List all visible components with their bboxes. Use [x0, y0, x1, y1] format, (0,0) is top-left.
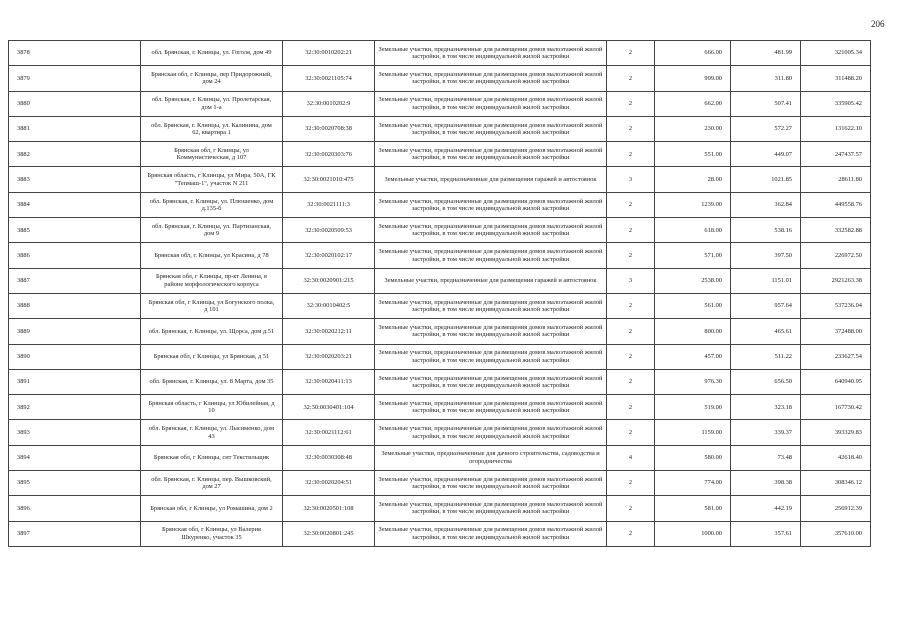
address-cell: Брянская обл, г Клинцы, ул Валерия Шкуренко, участок 35 — [141, 521, 283, 546]
specific-value-cell: 1021.85 — [731, 167, 801, 192]
cadastral-number-cell: 32:30:0010202:9 — [283, 91, 375, 116]
row-number: 3884 — [9, 192, 141, 217]
row-number: 3879 — [9, 66, 141, 91]
area-cell: 976.30 — [655, 369, 731, 394]
land-use-cell: Земельные участки, предназначенные для размещения домов малоэтажной жилой застройки, в том числе индивидуальной жилой застройки — [375, 218, 607, 243]
cadastral-number-cell: 32:30:0020303:76 — [283, 142, 375, 167]
address-cell: Брянская обл, г Клинцы, ул Ромашина, дом 2 — [141, 496, 283, 521]
area-cell: 230.00 — [655, 116, 731, 141]
land-use-cell: Земельные участки, предназначенные для размещения домов малоэтажной жилой застройки, в том числе индивидуальной жилой застройки — [375, 521, 607, 546]
specific-value-cell: 442.19 — [731, 496, 801, 521]
group-cell: 2 — [607, 496, 655, 521]
cadastral-number-cell: 32:30:0021112:61 — [283, 420, 375, 445]
group-cell: 2 — [607, 41, 655, 66]
row-number: 3886 — [9, 243, 141, 268]
group-cell: 2 — [607, 420, 655, 445]
group-cell: 3 — [607, 167, 655, 192]
land-use-cell: Земельные участки, предназначенные для размещения домов малоэтажной жилой застройки, в том числе индивидуальной жилой застройки — [375, 369, 607, 394]
address-cell: обл. Брянская, г. Клинцы, ул. Пролетарская, дом 1-а — [141, 91, 283, 116]
address-cell: обл. Брянская, г. Клинцы, ул. Гоголя, дом 49 — [141, 41, 283, 66]
area-cell: 618.00 — [655, 218, 731, 243]
area-cell: 571.00 — [655, 243, 731, 268]
group-cell: 2 — [607, 192, 655, 217]
specific-value-cell: 339.37 — [731, 420, 801, 445]
area-cell: 1239.00 — [655, 192, 731, 217]
address-cell: обл. Брянская, г. Клинцы, ул. Партизанская, дом 9 — [141, 218, 283, 243]
specific-value-cell: 507.41 — [731, 91, 801, 116]
table-row — [9, 293, 871, 318]
specific-value-cell: 481.99 — [731, 41, 801, 66]
cadastral-number-cell: 32:30:0021111:3 — [283, 192, 375, 217]
specific-value-cell: 538.16 — [731, 218, 801, 243]
cadastral-value-cell: 226972.50 — [801, 243, 871, 268]
row-number: 3895 — [9, 471, 141, 496]
table-row — [9, 41, 871, 66]
specific-value-cell: 656.50 — [731, 369, 801, 394]
table-row — [9, 420, 871, 445]
specific-value-cell: 362.84 — [731, 192, 801, 217]
row-number: 3893 — [9, 420, 141, 445]
table-row — [9, 471, 871, 496]
area-cell: 561.00 — [655, 293, 731, 318]
cadastral-value-cell: 335905.42 — [801, 91, 871, 116]
cadastral-value-cell: 357610.00 — [801, 521, 871, 546]
land-use-cell: Земельные участки, предназначенные для размещения домов малоэтажной жилой застройки, в том числе индивидуальной жилой застройки — [375, 293, 607, 318]
table-row — [9, 395, 871, 420]
table-row — [9, 116, 871, 141]
land-use-cell: Земельные участки, предназначенные для размещения домов малоэтажной жилой застройки, в том числе индивидуальной жилой застройки — [375, 142, 607, 167]
cadastral-value-cell: 167730.42 — [801, 395, 871, 420]
table-row — [9, 521, 871, 546]
table-row — [9, 218, 871, 243]
specific-value-cell: 397.50 — [731, 243, 801, 268]
cadastral-value-cell: 537236.04 — [801, 293, 871, 318]
cadastral-value-cell: 321005.34 — [801, 41, 871, 66]
specific-value-cell: 311.80 — [731, 66, 801, 91]
area-cell: 1159.00 — [655, 420, 731, 445]
cadastral-value-cell: 247437.57 — [801, 142, 871, 167]
address-cell: обл. Брянская, г. Клинцы, ул. 8 Марта, дом 35 — [141, 369, 283, 394]
table-row — [9, 192, 871, 217]
cadastral-value-cell: 2921263.38 — [801, 268, 871, 293]
specific-value-cell: 957.64 — [731, 293, 801, 318]
cadastral-number-cell: 32:30:0020801:245 — [283, 521, 375, 546]
row-number: 3892 — [9, 395, 141, 420]
table-row — [9, 496, 871, 521]
cadastral-number-cell: 32:30:0020708:38 — [283, 116, 375, 141]
cadastral-value-cell: 449558.76 — [801, 192, 871, 217]
row-number: 3885 — [9, 218, 141, 243]
group-cell: 2 — [607, 521, 655, 546]
address-cell: Брянская обл, г. Клинцы, ул Красина, д 78 — [141, 243, 283, 268]
group-cell: 2 — [607, 243, 655, 268]
specific-value-cell: 465.61 — [731, 319, 801, 344]
area-cell: 580.00 — [655, 445, 731, 470]
specific-value-cell: 398.38 — [731, 471, 801, 496]
area-cell: 774.00 — [655, 471, 731, 496]
group-cell: 2 — [607, 319, 655, 344]
group-cell: 2 — [607, 218, 655, 243]
cadastral-number-cell: 32:30:0030308:48 — [283, 445, 375, 470]
area-cell: 519.00 — [655, 395, 731, 420]
specific-value-cell: 511.22 — [731, 344, 801, 369]
group-cell: 2 — [607, 344, 655, 369]
specific-value-cell: 73.48 — [731, 445, 801, 470]
cadastral-value-table — [8, 40, 871, 547]
specific-value-cell: 323.18 — [731, 395, 801, 420]
area-cell: 457.00 — [655, 344, 731, 369]
cadastral-number-cell: 32:30:0020212:11 — [283, 319, 375, 344]
address-cell: Брянская область, г Клинцы, ул Мира, 50А, ГК "Тепмаш-1", участок N 211 — [141, 167, 283, 192]
group-cell: 2 — [607, 116, 655, 141]
cadastral-number-cell: 32:30:0020501:108 — [283, 496, 375, 521]
specific-value-cell: 357.61 — [731, 521, 801, 546]
address-cell: Брянская обл, г Клинцы, пр-кт Ленина, в районе морфологического корпуса — [141, 268, 283, 293]
address-cell: Брянская обл, г Клинцы, снт Текстильщик — [141, 445, 283, 470]
cadastral-number-cell: 32:30:0020204:51 — [283, 471, 375, 496]
specific-value-cell: 572.27 — [731, 116, 801, 141]
land-use-cell: Земельные участки, предназначенные для дачного строительства, садоводства и огородничества — [375, 445, 607, 470]
land-use-cell: Земельные участки, предназначенные для размещения домов малоэтажной жилой застройки, в том числе индивидуальной жилой застройки — [375, 66, 607, 91]
area-cell: 2538.00 — [655, 268, 731, 293]
area-cell: 800.00 — [655, 319, 731, 344]
land-use-cell: Земельные участки, предназначенные для размещения домов малоэтажной жилой застройки, в том числе индивидуальной жилой застройки — [375, 243, 607, 268]
group-cell: 2 — [607, 142, 655, 167]
group-cell: 2 — [607, 369, 655, 394]
table-row — [9, 369, 871, 394]
table-row — [9, 344, 871, 369]
cadastral-number-cell: 32:30:0021105:74 — [283, 66, 375, 91]
land-use-cell: Земельные участки, предназначенные для размещения домов малоэтажной жилой застройки, в том числе индивидуальной жилой застройки — [375, 91, 607, 116]
group-cell: 2 — [607, 91, 655, 116]
group-cell: 3 — [607, 268, 655, 293]
address-cell: обл. Брянская, г. Клинцы, ул. Плюшенко, дом д.135-б — [141, 192, 283, 217]
table-row — [9, 142, 871, 167]
table-row — [9, 91, 871, 116]
row-number: 3894 — [9, 445, 141, 470]
cadastral-number-cell: 32:30:0010402:5 — [283, 293, 375, 318]
specific-value-cell: 449.07 — [731, 142, 801, 167]
address-cell: обл. Брянская, г. Клинцы, ул. Щорса, дом д.51 — [141, 319, 283, 344]
land-use-cell: Земельные участки, предназначенные для размещения домов малоэтажной жилой застройки, в том числе индивидуальной жилой застройки — [375, 395, 607, 420]
cadastral-value-cell: 42618.40 — [801, 445, 871, 470]
land-use-cell: Земельные участки, предназначенные для размещения домов малоэтажной жилой застройки, в том числе индивидуальной жилой застройки — [375, 192, 607, 217]
area-cell: 666.00 — [655, 41, 731, 66]
cadastral-value-cell: 332582.88 — [801, 218, 871, 243]
land-use-cell: Земельные участки, предназначенные для размещения гаражей и автостоянок — [375, 268, 607, 293]
address-cell: Брянская обл, г Клинцы, ул Коммунистическая, д 107 — [141, 142, 283, 167]
specific-value-cell: 1151.01 — [731, 268, 801, 293]
row-number: 3882 — [9, 142, 141, 167]
address-cell: Брянская обл, г Клинцы, ул Брянская, д 51 — [141, 344, 283, 369]
cadastral-value-cell: 311488.20 — [801, 66, 871, 91]
land-use-cell: Земельные участки, предназначенные для размещения гаражей и автостоянок — [375, 167, 607, 192]
group-cell: 4 — [607, 445, 655, 470]
row-number: 3881 — [9, 116, 141, 141]
cadastral-number-cell: 32:30:0020102:17 — [283, 243, 375, 268]
area-cell: 662.00 — [655, 91, 731, 116]
cadastral-number-cell: 32:30:0020411:13 — [283, 369, 375, 394]
row-number: 3883 — [9, 167, 141, 192]
cadastral-number-cell: 32:30:0020901:215 — [283, 268, 375, 293]
cadastral-number-cell: 32:30:0021010:475 — [283, 167, 375, 192]
row-number: 3897 — [9, 521, 141, 546]
land-use-cell: Земельные участки, предназначенные для размещения домов малоэтажной жилой застройки, в том числе индивидуальной жилой застройки — [375, 496, 607, 521]
group-cell: 2 — [607, 395, 655, 420]
cadastral-number-cell: 32:30:0010202:21 — [283, 41, 375, 66]
land-use-cell: Земельные участки, предназначенные для размещения домов малоэтажной жилой застройки, в том числе индивидуальной жилой застройки — [375, 319, 607, 344]
table-row — [9, 66, 871, 91]
cadastral-value-cell: 28611.80 — [801, 167, 871, 192]
table-row — [9, 319, 871, 344]
area-cell: 999.00 — [655, 66, 731, 91]
group-cell: 2 — [607, 66, 655, 91]
row-number: 3890 — [9, 344, 141, 369]
cadastral-value-cell: 372488.00 — [801, 319, 871, 344]
page-number: 206 — [871, 19, 885, 29]
row-number: 3878 — [9, 41, 141, 66]
row-number: 3889 — [9, 319, 141, 344]
land-use-cell: Земельные участки, предназначенные для размещения домов малоэтажной жилой застройки, в том числе индивидуальной жилой застройки — [375, 116, 607, 141]
cadastral-value-cell: 308346.12 — [801, 471, 871, 496]
row-number: 3880 — [9, 91, 141, 116]
table-row — [9, 268, 871, 293]
cadastral-value-cell: 233627.54 — [801, 344, 871, 369]
cadastral-value-cell: 640940.95 — [801, 369, 871, 394]
cadastral-number-cell: 32:30:0020203:21 — [283, 344, 375, 369]
table-body — [9, 41, 871, 547]
cadastral-value-cell: 393329.83 — [801, 420, 871, 445]
row-number: 3896 — [9, 496, 141, 521]
land-use-cell: Земельные участки, предназначенные для размещения домов малоэтажной жилой застройки, в том числе индивидуальной жилой застройки — [375, 420, 607, 445]
address-cell: Брянская обл, г Клинцы, пер Придорожный, дом 24 — [141, 66, 283, 91]
area-cell: 551.00 — [655, 142, 731, 167]
address-cell: Брянская область, г Клинцы, ул Юбилейная, д 10 — [141, 395, 283, 420]
area-cell: 1000.00 — [655, 521, 731, 546]
land-use-cell: Земельные участки, предназначенные для размещения домов малоэтажной жилой застройки, в том числе индивидуальной жилой застройки — [375, 41, 607, 66]
land-use-cell: Земельные участки, предназначенные для размещения домов малоэтажной жилой застройки, в том числе индивидуальной жилой застройки — [375, 471, 607, 496]
address-cell: обл. Брянская, г. Клинцы, ул. Лысименко, дом 43 — [141, 420, 283, 445]
area-cell: 581.00 — [655, 496, 731, 521]
address-cell: Брянская обл, г Клинцы, ул Богунского полка, д 101 — [141, 293, 283, 318]
group-cell: 2 — [607, 293, 655, 318]
address-cell: обл. Брянская, г. Клинцы, пер. Вышковский, дом 27 — [141, 471, 283, 496]
row-number: 3888 — [9, 293, 141, 318]
table-row — [9, 167, 871, 192]
address-cell: обл. Брянская, г. Клинцы, ул. Калинина, дом 62, квартира 1 — [141, 116, 283, 141]
group-cell: 2 — [607, 471, 655, 496]
cadastral-number-cell: 32:30:0030401:104 — [283, 395, 375, 420]
cadastral-value-cell: 131622.10 — [801, 116, 871, 141]
table-row — [9, 243, 871, 268]
row-number: 3891 — [9, 369, 141, 394]
row-number: 3887 — [9, 268, 141, 293]
cadastral-value-cell: 256912.39 — [801, 496, 871, 521]
area-cell: 28.00 — [655, 167, 731, 192]
land-use-cell: Земельные участки, предназначенные для размещения домов малоэтажной жилой застройки, в том числе индивидуальной жилой застройки — [375, 344, 607, 369]
cadastral-number-cell: 32:30:0020509:53 — [283, 218, 375, 243]
table-row — [9, 445, 871, 470]
